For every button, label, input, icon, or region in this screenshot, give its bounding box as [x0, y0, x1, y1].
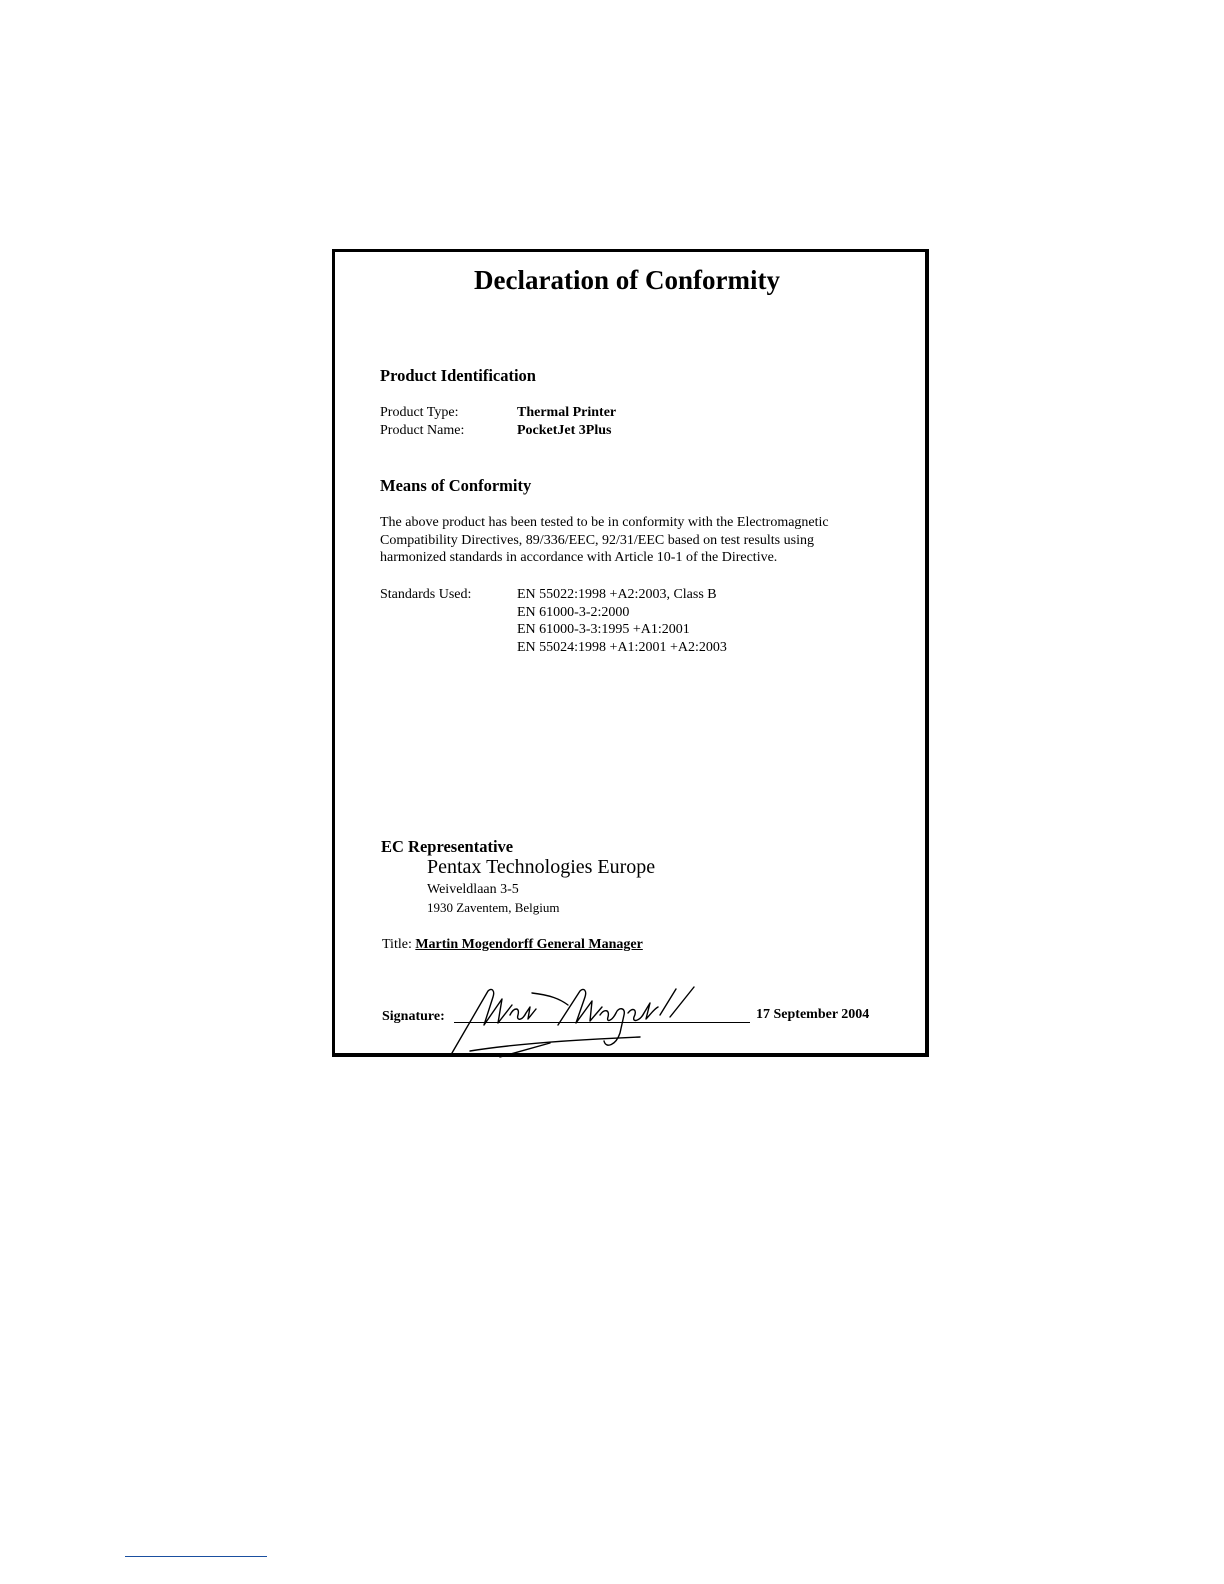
representative-company: Pentax Technologies Europe — [427, 856, 656, 878]
product-type-label: Product Type: — [380, 405, 459, 420]
signature-label: Signature: — [382, 1009, 445, 1024]
product-name-label: Product Name: — [380, 423, 465, 438]
signature-date: 17 September 2004 — [756, 1007, 870, 1022]
title-label: Title: — [382, 937, 412, 952]
standard-item: EN 61000-3-2:2000 — [517, 604, 630, 620]
paragraph-line: The above product has been tested to be in conformity with the Electromagnetic — [380, 515, 829, 530]
conformity-paragraph — [380, 514, 880, 567]
ec-representative-heading: EC Representative — [381, 837, 514, 856]
handwritten-signature — [440, 985, 710, 1060]
product-identification-heading: Product Identification — [380, 366, 536, 385]
product-type-value: Thermal Printer — [517, 405, 617, 420]
title-value: Martin Mogendorff General Manager — [415, 937, 643, 952]
footnote-rule — [125, 1556, 267, 1557]
paragraph-line: Compatibility Directives, 89/336/EEC, 92/31/EEC based on test results using — [380, 532, 814, 548]
paragraph-line: harmonized standards in accordance with Article 10-1 of the Directive. — [380, 550, 778, 565]
standards-used-label: Standards Used: — [380, 587, 472, 602]
representative-city: 1930 Zaventem, Belgium — [427, 900, 560, 915]
standard-item: EN 61000-3-3:1995 +A1:2001 — [517, 622, 690, 637]
standard-item: EN 55022:1998 +A2:2003, Class B — [517, 587, 717, 602]
standard-item: EN 55024:1998 +A1:2001 +A2:2003 — [517, 639, 727, 655]
standards-list — [517, 586, 727, 656]
means-of-conformity-heading: Means of Conformity — [380, 476, 532, 495]
document-title: Declaration of Conformity — [474, 265, 780, 295]
product-name-value: PocketJet 3Plus — [517, 423, 612, 438]
representative-street: Weiveldlaan 3-5 — [427, 882, 519, 897]
title-line — [382, 936, 643, 954]
